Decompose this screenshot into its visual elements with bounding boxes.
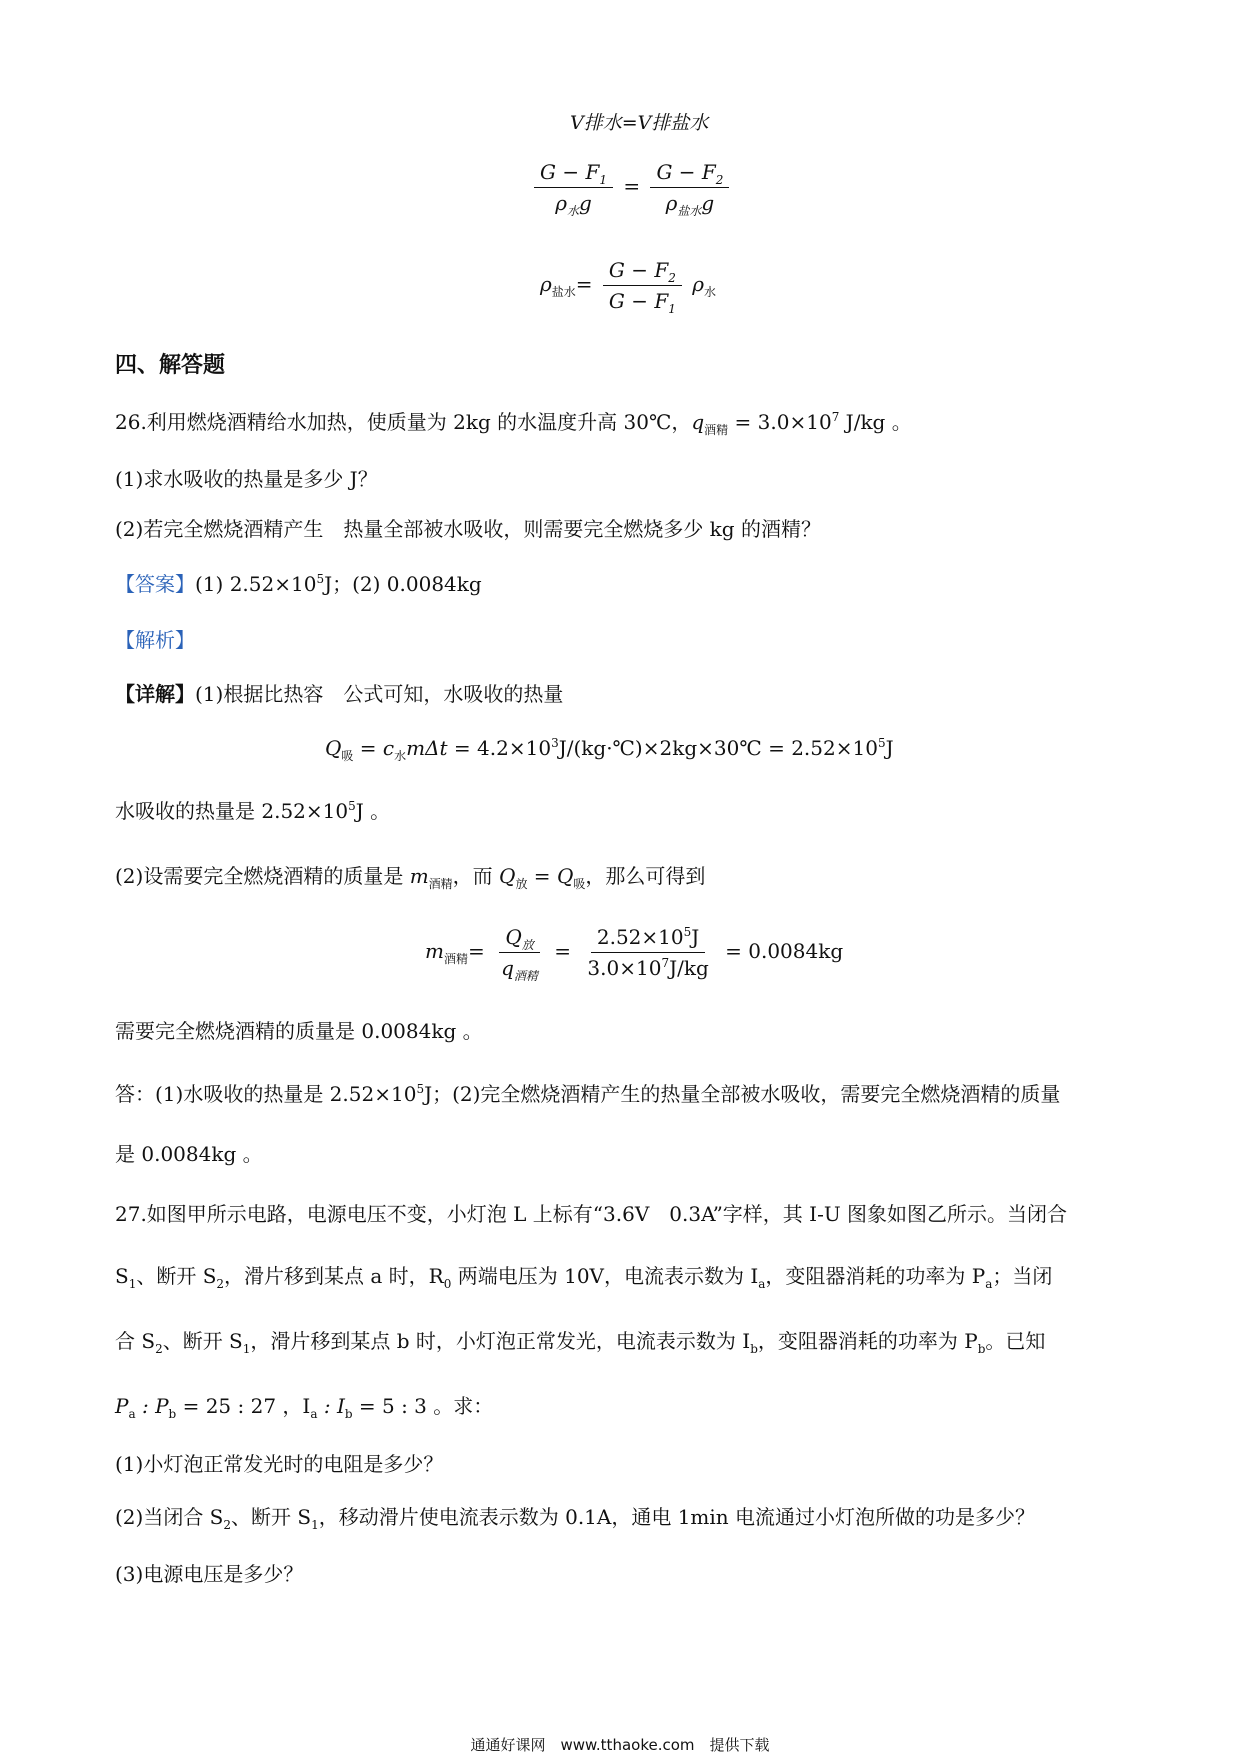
subscript: 酒精 (428, 877, 453, 891)
text: c (382, 736, 395, 760)
superscript: 5 (877, 736, 886, 750)
subscript: b (977, 1342, 986, 1356)
section-title: 四、解答题 (115, 353, 226, 378)
q26-result-line (115, 797, 390, 828)
q26-part2-setup (115, 862, 705, 893)
formula-text: ρ (540, 272, 552, 296)
q26-part2: (2)若完全燃烧酒精产生 热量全部被水吸收，则需要完全燃烧多少 kg 的酒精？ (115, 517, 821, 541)
superscript: 5 (348, 799, 356, 813)
text: J 。 (355, 799, 391, 823)
subscript: 吸 (341, 749, 354, 763)
text: S (115, 1264, 129, 1288)
superscript: 5 (683, 925, 692, 939)
text: ；当闭 (992, 1264, 1053, 1288)
subscript: 2 (223, 1518, 232, 1532)
answer-tag: 【答案】 (115, 572, 195, 596)
fraction-text: ρ (555, 191, 567, 215)
fraction-text: G − F (656, 160, 716, 184)
text: 两端电压为 10V，电流表示数为 I (451, 1264, 759, 1288)
text: m (425, 939, 444, 963)
fraction-right (650, 160, 729, 218)
subscript: 2 (668, 271, 676, 285)
fraction-text: 2.52×10 (596, 925, 684, 949)
q26-answer (115, 570, 482, 601)
fraction-text: J (691, 925, 700, 949)
subscript: 水 (566, 204, 579, 218)
q26-final-answer (115, 1080, 1060, 1111)
text: 26.利用燃烧酒精给水加热，使质量为 2kg 的水温度升高 30℃， (115, 410, 692, 434)
formula-v-eq (570, 108, 708, 135)
q27-line-1: 27.如图甲所示电路，电源电压不变，小灯泡 L 上标有“3.6V 0.3A”字样，其 I-U 图象如图乙所示。当闭合 (115, 1202, 1068, 1226)
q26-stem (115, 408, 912, 439)
subscript: a (310, 1407, 318, 1421)
text: 。已知 (985, 1329, 1046, 1353)
text: 、断开 S (162, 1329, 243, 1353)
formula-rho-eq (540, 258, 717, 316)
superscript: 5 (416, 1082, 425, 1096)
text: = 25 : 27 ，I (176, 1394, 311, 1418)
subscript: 水 (394, 749, 407, 763)
text: 、断开 S (231, 1505, 312, 1529)
fraction-text: G − F (608, 258, 669, 282)
fraction-text: g (701, 191, 715, 215)
subscript: 盐水 (551, 285, 576, 299)
subscript: b (168, 1407, 177, 1421)
text: Q (556, 864, 574, 888)
text: ，移动滑片使电流表示数为 0.1A，通电 1min 电流通过小灯泡所做的功是多少？ (318, 1505, 1036, 1529)
fraction-q-over-q (495, 925, 544, 983)
subscript: 0 (443, 1277, 452, 1291)
text: ，而 (452, 864, 500, 888)
q26-part1: (1)求水吸收的热量是多少 J？ (115, 467, 378, 491)
text: = (353, 736, 383, 760)
q26-final-answer-cont: 是 0.0084kg 。 (115, 1142, 263, 1166)
subscript: 1 (668, 302, 676, 316)
fraction-text: J/kg (669, 956, 709, 980)
fraction-text: G − F (608, 289, 669, 313)
q26-detail (115, 680, 563, 708)
formula-fraction-eq (530, 160, 733, 218)
subscript: 1 (599, 173, 607, 187)
equals-sign: = (467, 939, 485, 963)
text: 合 S (115, 1329, 156, 1353)
superscript: 7 (661, 956, 670, 970)
subscript: 酒精 (704, 423, 729, 437)
subscript: a (128, 1407, 136, 1421)
subscript: 2 (155, 1342, 163, 1356)
superscript: 3 (551, 736, 559, 750)
formula-text: ρ (692, 272, 704, 296)
page-footer: 通通好课网 www.tthaoke.com 提供下载 (470, 1736, 770, 1754)
subscript: 放 (515, 877, 528, 891)
fraction-values (581, 925, 714, 980)
subscript: 盐水 (677, 204, 702, 218)
fraction-text: ρ (665, 191, 678, 215)
subscript: 吸 (573, 877, 586, 891)
detail-tag: 【详解】 (115, 682, 195, 706)
fraction-text: G − F (540, 160, 600, 184)
text: 、断开 S (136, 1264, 217, 1288)
fraction-text: 3.0×10 (587, 956, 662, 980)
fraction-text: g (578, 191, 592, 215)
text: ，那么可得到 (585, 864, 706, 888)
q26-analysis-tag: 【解析】 (115, 628, 195, 652)
text: (2)当闭合 S (115, 1505, 224, 1529)
subscript: 1 (128, 1277, 137, 1291)
q26-mass-line: 需要完全燃烧酒精的质量是 0.0084kg 。 (115, 1019, 483, 1043)
subscript: 酒精 (513, 969, 538, 983)
text: q (691, 410, 705, 434)
superscript: 5 (316, 572, 325, 586)
subscript: a (985, 1277, 993, 1291)
fraction-left (534, 160, 613, 218)
q27-part2 (115, 1503, 1035, 1534)
text: J/kg 。 (839, 410, 912, 434)
text: J/(kg·℃)×2kg×30℃ = 2.52×10 (558, 736, 878, 760)
text: = 5 : 3 。求： (352, 1394, 494, 1418)
formula-text: V排水=V排盐水 (570, 112, 709, 134)
superscript: 7 (831, 410, 840, 424)
subscript: 1 (311, 1518, 319, 1532)
equals-sign: = (575, 272, 593, 296)
fraction-text: Q (505, 925, 522, 949)
text: m (409, 864, 429, 888)
q27-part1: (1)小灯泡正常发光时的电阻是多少？ (115, 1452, 444, 1476)
q27-line-3 (115, 1327, 1045, 1358)
q26-equation-2 (425, 925, 844, 983)
text: = (527, 864, 557, 888)
subscript: 2 (216, 1277, 225, 1291)
subscript: 酒精 (443, 952, 468, 966)
text: (1) 2.52×10 (195, 572, 317, 596)
subscript: b (750, 1342, 758, 1356)
q27-part3: (3)电源电压是多少？ (115, 1562, 304, 1586)
subscript: a (758, 1277, 766, 1291)
text: ，滑片移到某点 a 时，R (224, 1264, 444, 1288)
fraction-text: q (501, 956, 514, 980)
q27-line-2 (115, 1262, 1052, 1293)
text: 答：(1)水吸收的热量是 2.52×10 (115, 1082, 417, 1106)
text: ，滑片移到某点 b 时，小灯泡正常发光，电流表示数为 I (250, 1329, 751, 1353)
text: = 4.2×10 (447, 736, 552, 760)
equals-sign: = (554, 939, 572, 963)
subscript: 1 (242, 1342, 251, 1356)
text: = 3.0×10 (728, 410, 832, 434)
text: P (115, 1394, 129, 1418)
text: J (885, 736, 894, 760)
text: Q (325, 736, 342, 760)
text: ，变阻器消耗的功率为 P (765, 1264, 986, 1288)
subscript: 放 (521, 938, 534, 952)
text: J；(2) 0.0084kg (324, 572, 482, 596)
text: (2)设需要完全燃烧酒精的质量是 (115, 864, 410, 888)
q27-line-4 (115, 1392, 493, 1423)
text: : P (135, 1394, 169, 1418)
text: 水吸收的热量是 2.52×10 (115, 799, 349, 823)
text: ，变阻器消耗的功率为 P (757, 1329, 978, 1353)
text: (1)根据比热容 公式可知，水吸收的热量 (195, 682, 564, 706)
fraction (603, 258, 682, 316)
text: J；(2)完全燃烧酒精产生的热量全部被水吸收，需要完全燃烧酒精的质量 (424, 1082, 1061, 1106)
text: = 0.0084kg (725, 939, 844, 963)
text: Q (499, 864, 516, 888)
q26-equation-1 (325, 736, 894, 763)
text: mΔt (406, 736, 448, 760)
subscript: 水 (704, 285, 717, 299)
text: : I (317, 1394, 345, 1418)
subscript: 2 (715, 173, 724, 187)
subscript: b (344, 1407, 353, 1421)
equals-sign: = (623, 174, 641, 198)
